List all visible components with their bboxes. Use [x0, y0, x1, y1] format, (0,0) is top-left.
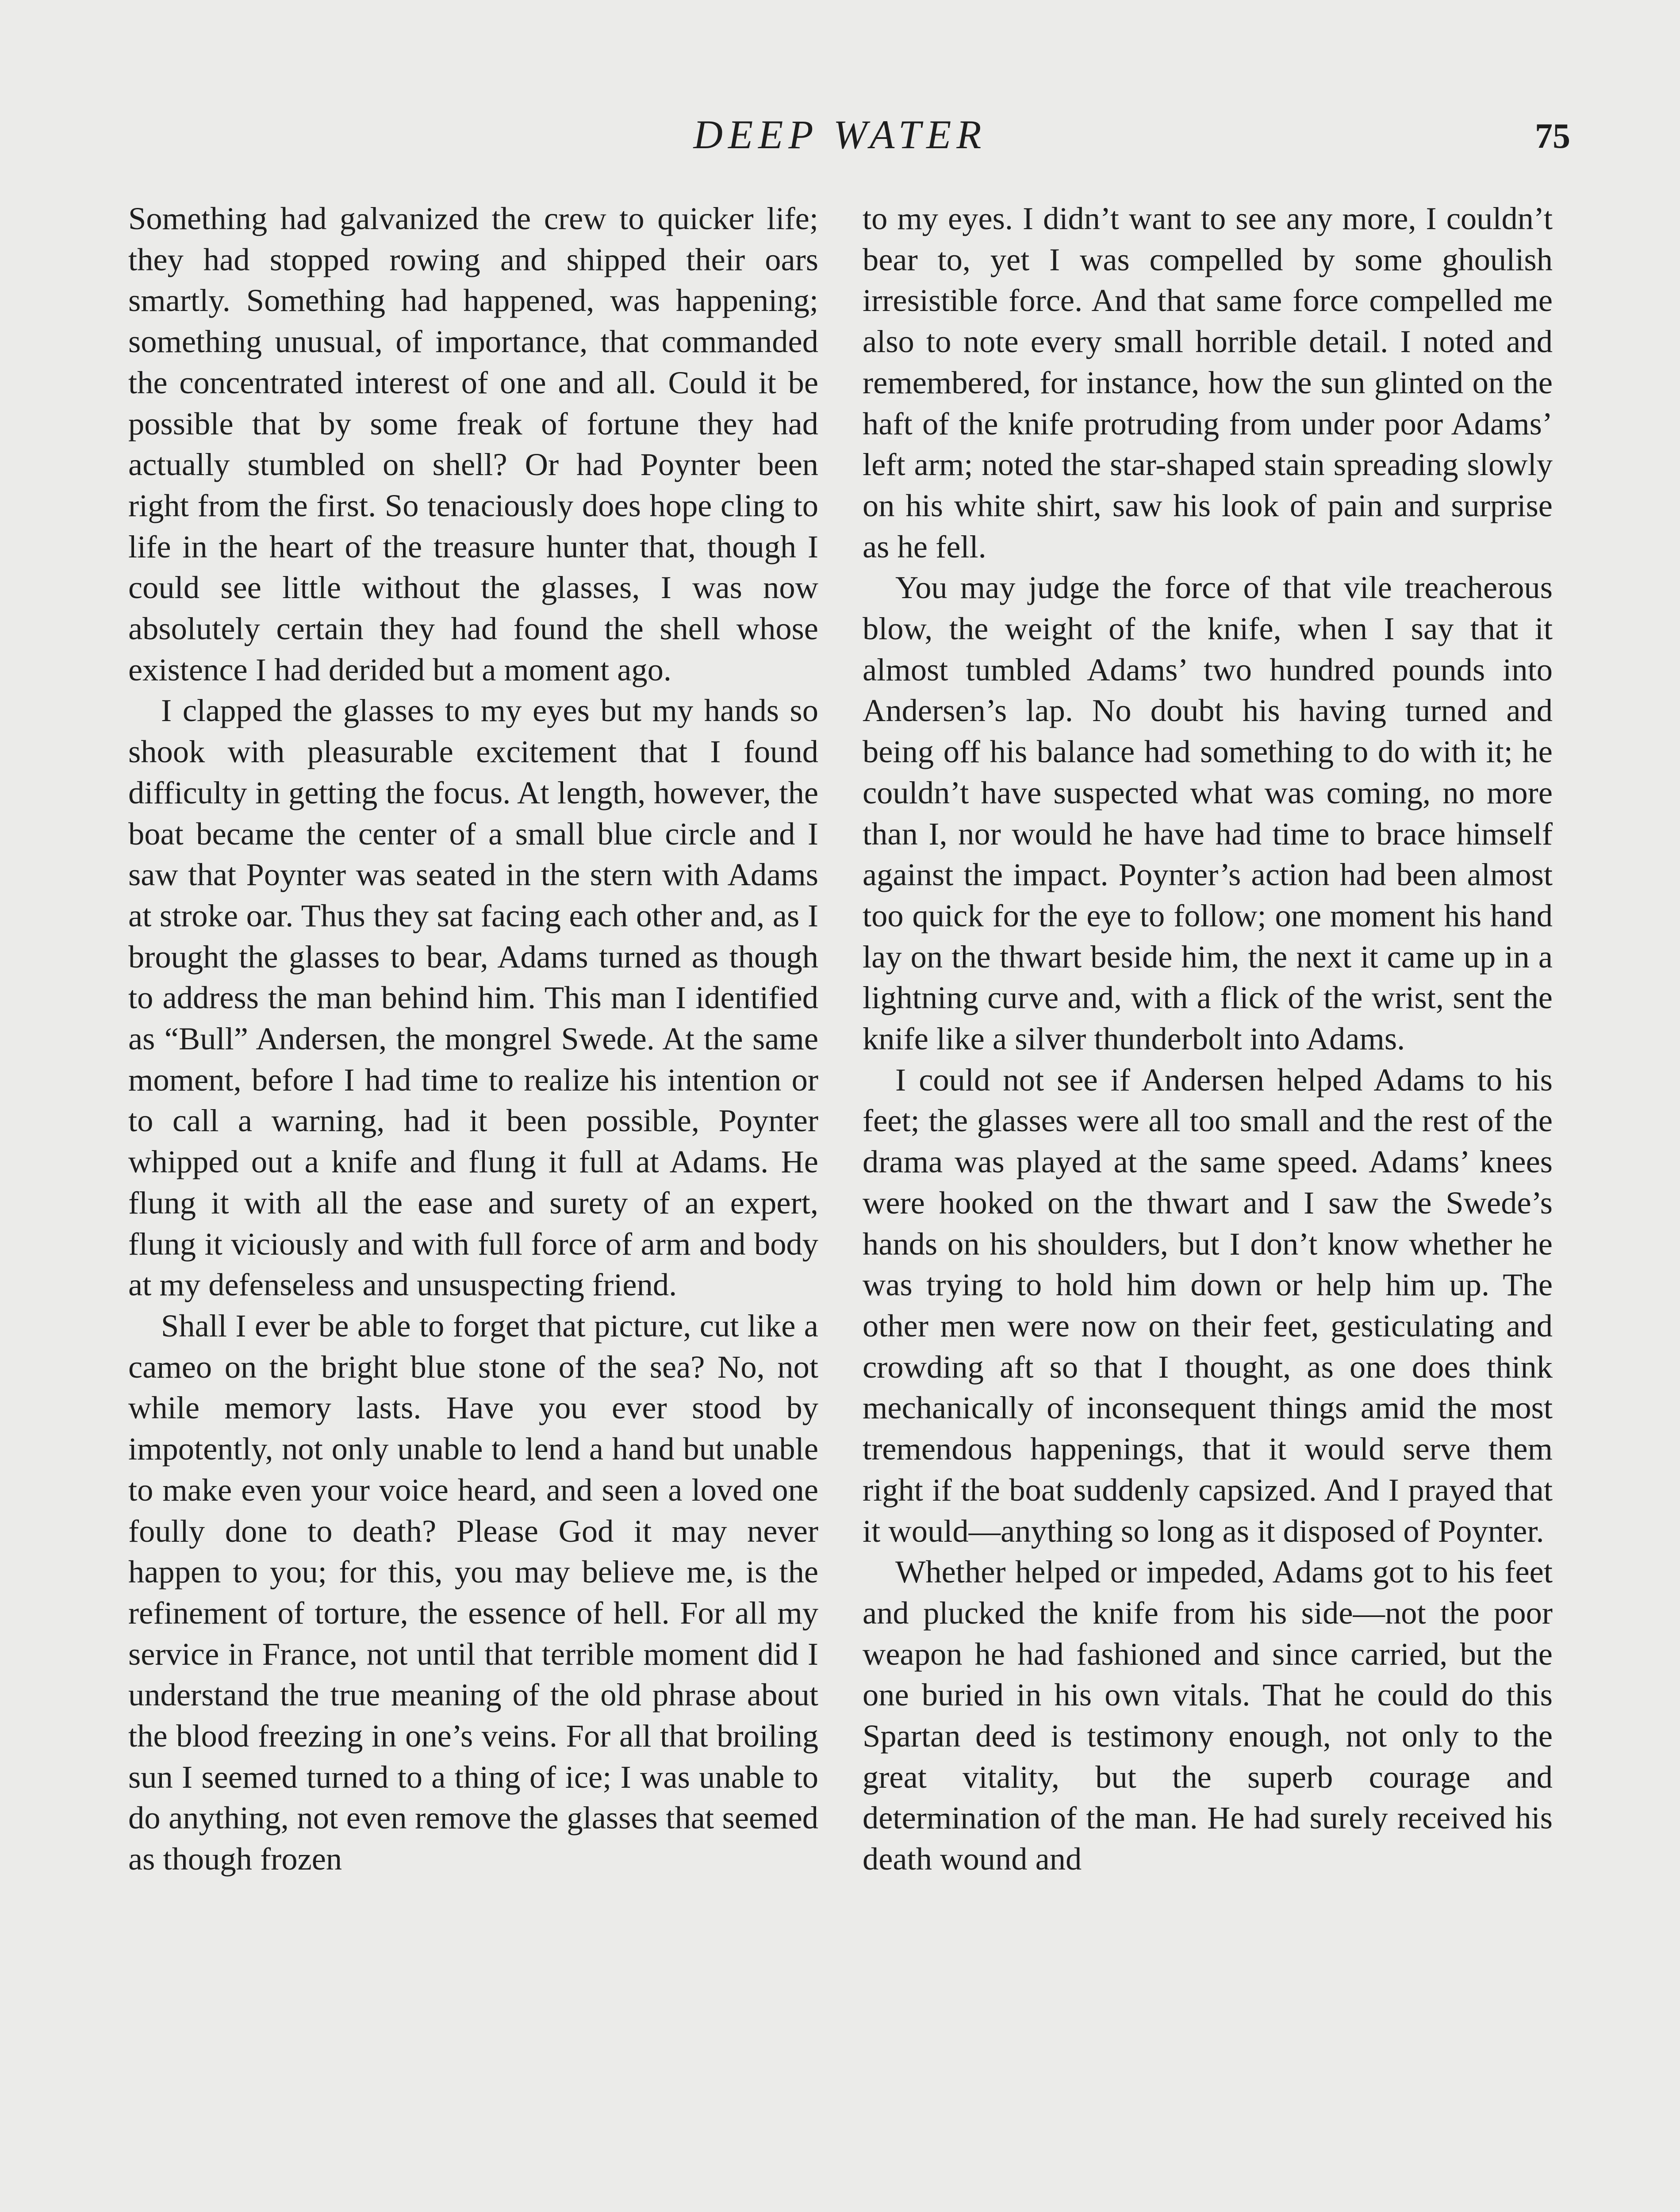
page-number: 75	[1535, 117, 1570, 156]
paragraph: Shall I ever be able to forget that picture, cut like a cameo on the bright blue stone of the sea? No, not while memory lasts. Have you ever stood by impotently, not only unable to lend a hand but unable to make even your voice heard, and seen a loved one foully done to death? Please God it may never happen to you; for this, you may believe me, is the refinement of torture, the essence of hell. For all my service in France, not until that terrible moment did I understand the true meaning of the old phrase about the blood freezing in one’s veins. For all that broiling sun I seemed turned to a thing of ice; I was unable to do anything, not even remove the glasses that seemed as though frozen	[128, 1307, 818, 1877]
paragraph: to my eyes. I didn’t want to see any more, I couldn’t bear to, yet I was compelled by some ghoulish irresistible force. And that same force compelled me also to note every small horrible detail. I noted and remembered, for instance, how the sun glinted on the haft of the knife protruding from under poor Adams’ left arm; noted the star-shaped stain spreading slowly on his white shirt, saw his look of pain and surprise as he fell.	[863, 200, 1553, 565]
paragraph: You may judge the force of that vile treacherous blow, the weight of the knife, when I say that it almost tumbled Adams’ two hundred pounds into Andersen’s lap. No doubt his having turned and being off his balance had something to do with it; he couldn’t have suspected what was coming, no more than I, nor would he have had time to brace himself against the impact. Poynter’s action had been almost too quick for the eye to follow; one moment his hand lay on the thwart beside him, the next it came up in a lightning curve and, with a flick of the wrist, sent the knife like a silver thunderbolt into Adams.	[863, 569, 1553, 1057]
left-column	[128, 198, 818, 1880]
paragraph: Whether helped or impeded, Adams got to his feet and plucked the knife from his side—not the poor weapon he had fashioned and since carried, but the one buried in his own vitals. That he could do this Spartan deed is testimony enough, not only to the great vitality, but the superb courage and determination of the man. He had surely received his death wound and	[863, 1554, 1553, 1877]
paragraph: I could not see if Andersen helped Adams to his feet; the glasses were all too small and the rest of the drama was played at the same speed. Adams’ knees were hooked on the thwart and I saw the Swede’s hands on his shoulders, but I don’t know whether he was trying to hold him down or help him up. The other men were now on their feet, gesticulating and crowding aft so that I thought, as one does think mechanically of inconsequent things amid the most tremendous happenings, that it would serve them right if the boat suddenly capsized. And I prayed that it would—anything so long as it disposed of Poynter.	[863, 1061, 1553, 1549]
running-header-title: DEEP WATER	[693, 112, 987, 157]
right-column	[863, 198, 1553, 1880]
paragraph: Something had galvanized the crew to quicker life; they had stopped rowing and shipped their oars smartly. Something had happened, was happening; something unusual, of importance, that commanded the concentrated interest of one and all. Could it be possible that by some freak of fortune they had actually stumbled on shell? Or had Poynter been right from the first. So tenaciously does hope cling to life in the heart of the treasure hunter that, though I could see little without the glasses, I was now absolutely certain they had found the shell whose existence I had derided but a moment ago.	[128, 200, 818, 687]
paragraph: I clapped the glasses to my eyes but my hands so shook with pleasurable excitement that I found difficulty in getting the focus. At length, however, the boat became the center of a small blue circle and I saw that Poynter was seated in the stern with Adams at stroke oar. Thus they sat facing each other and, as I brought the glasses to bear, Adams turned as though to address the man behind him. This man I identified as “Bull” Andersen, the mongrel Swede. At the same moment, before I had time to realize his intention or to call a warning, had it been possible, Poynter whipped out a knife and flung it full at Adams. He flung it with all the ease and surety of an expert, flung it viciously and with full force of arm and body at my defenseless and unsuspecting friend.	[128, 692, 818, 1303]
